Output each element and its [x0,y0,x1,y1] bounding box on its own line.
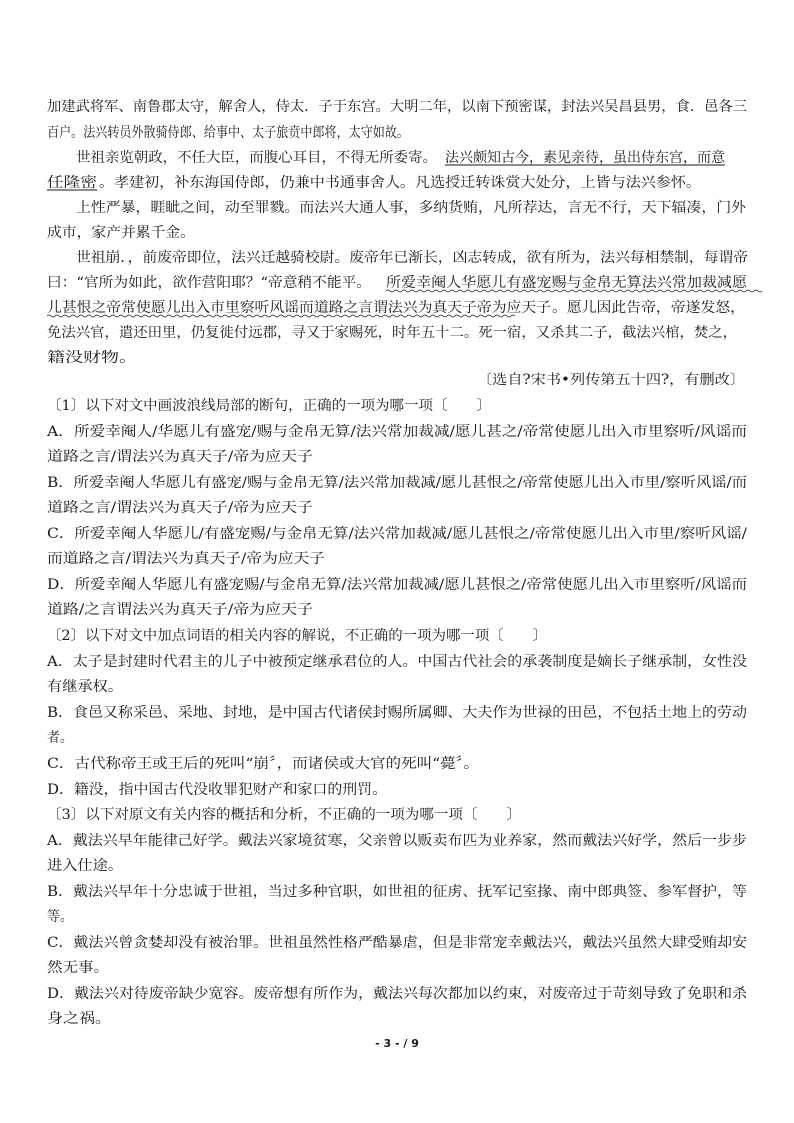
option-line: 道路/之言谓法兴为真天子/帝为应天子 [47,602,284,618]
option-line: 而道路之言/谓法兴为真天子/帝为应天子 [47,551,298,567]
option-line: 者。 [47,730,76,746]
option-line: B．所爱幸阉人华愿儿有盛宠/赐与金帛无算/法兴常加裁减/愿儿甚恨之/帝常使愿儿出入市里/察听风谣/而 [47,475,697,491]
option-line: D．所爱幸阉人华愿儿有盛宠赐/与金帛无算/法兴常加裁减/愿儿甚恨之/帝常使愿儿出入市里察听/风谣而 [47,577,693,593]
underlined-sentence: 法兴颇知古今，素见亲待，虽出侍东宫，而意 [445,150,729,166]
option-line: C．古代称帝王或王后的死叫“崩〞，而诸侯或大官的死叫“薨〞。 [47,756,442,772]
option-line: 道路之言/谓法兴为真天子/帝为应天子 [47,449,284,465]
passage-line: 籍没财物。 [47,350,118,366]
option-line: 身之祸。 [47,1011,111,1027]
question-stem: 〔3〕以下对原文有关内容的概括和分析，不正确的一项为哪一项〔 〕 [47,807,511,823]
passage-line: 加建武将军、南鲁郡太守，解舍人，侍太．子于东宫。大明二年，以南下预密谋，封法兴吴昌县男，食．邑各三 [47,99,743,115]
option-line: A．所爱幸阉人/华愿儿有盛宠/赐与金帛无算/法兴常加裁减/愿儿甚之/帝常使愿儿出入市里察听/风谣而 [47,424,682,440]
option-line: 道路之言/谓法兴为真天子/帝为应天子 [47,500,284,516]
option-line: C．戴法兴曾贪婪却没有被治罪。世祖虽然性格严酷暴虐，但是非常宠幸戴法兴，戴法兴虽然大肆受贿却安 [47,935,711,951]
option-line: A．戴法兴早年能律己好学。戴法兴家境贫寒，父亲曾以贩卖布匹为业养家，然而戴法兴好学，然后一步步 [47,833,710,849]
option-line: C．所爱幸阉人华愿儿/有盛宠赐/与金帛无算/法兴常加裁减/愿儿甚恨之/帝常使愿儿出入市里/察听风谣/ [47,526,688,542]
question-stem: 〔2〕以下对文中加点词语的相关内容的解说，不正确的一项为哪一项〔 〕 [47,628,539,644]
page-number: - 3 - / 9 [375,1037,419,1050]
option-line: 有继承权。 [47,679,118,695]
wavy-sentence: 所爱幸阉人华愿儿有盛宠赐与金帛无算法兴常加裁减愿 [386,275,727,291]
wavy-sentence: 儿甚恨之帝常使愿儿出入市里察听风谣而道路之言谓法兴为真天子帝为应天子 [47,300,530,316]
passage-source: 〔选自?宋书•列传第五十四?，有删改〕 [477,372,718,388]
passage-line: 。愿儿因此告帝，帝遂发怒， [552,300,737,316]
option-line: D．戴法兴对待废帝缺少宽容。废帝想有所作为，戴法兴每次都加以约束，对废帝过于苛刻导致了免职和杀 [47,986,712,1002]
option-line: 然无事。 [47,960,104,976]
option-line: B．戴法兴早年十分忠诚于世祖，当过多种官职，如世祖的征虏、抚军记室掾、南中郎典签、参军督护，等 [47,884,711,900]
passage-line: 曰：“官所为如此，欲作营阳耶？“帝意稍不能平。 [47,275,360,291]
option-line: D．籍没，指中国古代没收罪犯财产和家口的刑罚。 [47,782,371,798]
question-stem: 〔1〕以下对文中画波浪线局部的断句，正确的一项为哪一项〔 〕 [47,398,482,414]
underlined-sentence: 任隆密 [47,175,98,191]
option-line: 进入仕途。 [47,858,123,874]
passage-line: 世祖崩．，前废帝即位，法兴迁越骑校尉。废帝年已渐长，凶志转成，欲有所为，法兴每相禁制，每谓帝 [76,250,722,266]
option-line: 等。 [47,909,73,925]
option-line: B．食邑又称采邑、采地、封地，是中国古代诸侯封赐所属卿、大夫作为世禄的田邑，不包括土地上的劳动 [47,705,711,721]
passage-line: 百户。法兴转员外散骑侍郎、给事中、太子旅贲中郎将，太守如故。 [47,125,473,141]
passage-line: 上性严暴，睚眦之间，动至罪戮。而法兴大通人事，多纳货贿，凡所荐达，言无不行，天下辐凑，门外 [76,200,715,216]
option-line: A．太子是封建时代君主的儿子中被预定继承君位的人。中国古代社会的承袭制度是嫡长子继承制，女性没 [47,654,710,670]
passage-line: 免法兴官，遣还田里，仍复徙付远郡，寻又于家赐死，时年五十二。死一宿，又杀其二子，截法兴棺，焚之， [47,325,729,341]
passage-line: 。孝建初，补东海国侍郎，仍兼中书通事舍人。凡选授迁转诛赏大处分，上皆与法兴参怀。 [99,175,667,191]
passage-line: 世祖亲览朝政，不任大臣，而腹心耳目，不得无所委寄。 [76,150,431,166]
passage-line: 成市，家产并累千金。 [47,225,189,241]
